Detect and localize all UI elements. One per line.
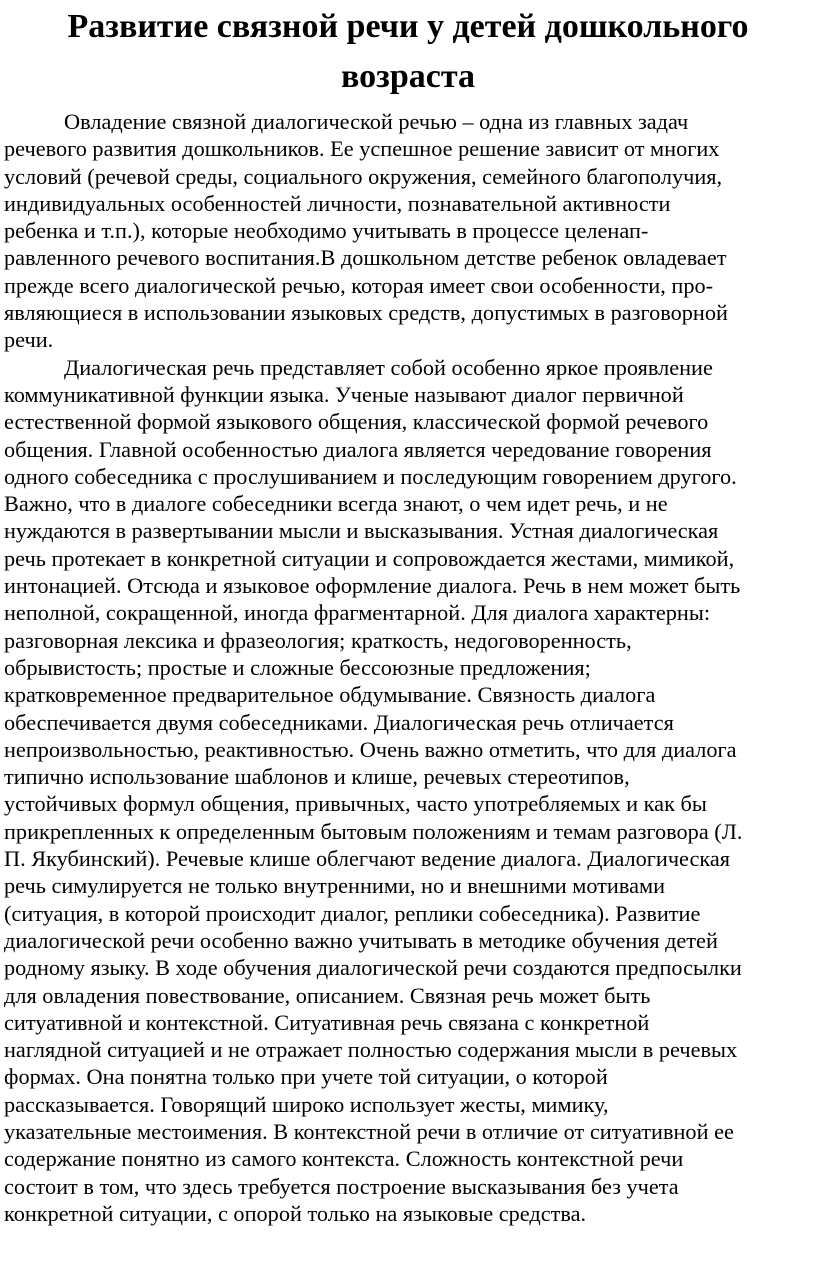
paragraph-line: кратковременное предварительное обдумывание. Связность диалога bbox=[4, 682, 656, 708]
paragraph-line: неполной, сокращенной, иногда фрагментарной. Для диалога характерны: bbox=[4, 600, 711, 626]
paragraph bbox=[4, 108, 816, 354]
paragraph-line: ребенка и т.п.), которые необходимо учитывать в процессе целенап- bbox=[4, 218, 649, 244]
paragraph-line: Овладение связной диалогической речью – одна из главных задач bbox=[64, 109, 689, 134]
paragraph-line: естественной формой языкового общения, классической формой речевого bbox=[4, 409, 709, 435]
title-line: возраста bbox=[341, 58, 475, 95]
paragraph-line: формах. Она понятна только при учете той ситуации, о которой bbox=[4, 1064, 608, 1090]
paragraph-line: рассказывается. Говорящий широко использует жесты, мимику, bbox=[4, 1091, 609, 1117]
paragraph-line: общения. Главной особенностью диалога является чередование говорения bbox=[4, 436, 712, 462]
paragraph-line: обрывистость; простые и сложные бессоюзные предложения; bbox=[4, 654, 591, 680]
title-line: Развитие связной речи у детей дошкольного bbox=[67, 8, 749, 45]
paragraph-line: наглядной ситуацией и не отражает полностью содержания мысли в речевых bbox=[4, 1037, 738, 1063]
paragraph-line: для овладения повествование, описанием. Связная речь может быть bbox=[4, 982, 651, 1008]
paragraph-line: (ситуация, в которой происходит диалог, реплики собеседника). Развитие bbox=[4, 900, 701, 926]
paragraph-line: речь протекает в конкретной ситуации и сопровождается жестами, мимикой, bbox=[4, 545, 735, 571]
paragraph-line: типично использование шаблонов и клише, речевых стереотипов, bbox=[4, 764, 630, 790]
paragraph-line: коммуникативной функции языка. Ученые называют диалог первичной bbox=[4, 381, 684, 407]
paragraph-line: разговорная лексика и фразеология; краткость, недоговоренность, bbox=[4, 627, 632, 653]
paragraph-line: ситуативной и контекстной. Ситуативная речь связана с конкретной bbox=[4, 1009, 650, 1035]
paragraph-line: интонацией. Отсюда и языковое оформление диалога. Речь в нем может быть bbox=[4, 573, 741, 599]
document-title bbox=[0, 2, 816, 102]
paragraph-line: прикрепленных к определенным бытовым положениям и темам разговора (Л. bbox=[4, 818, 743, 844]
paragraph-line: речевого развития дошкольников. Ее успешное решение зависит от многих bbox=[4, 136, 720, 162]
paragraph-line: Диалогическая речь представляет собой особенно яркое проявление bbox=[64, 354, 713, 380]
paragraph-line: содержание понятно из самого контекста. Сложность контекстной речи bbox=[4, 1146, 684, 1172]
paragraph bbox=[4, 354, 816, 1228]
paragraph-line: одного собеседника с прослушиванием и последующим говорением другого. bbox=[4, 463, 737, 489]
paragraph-line: Важно, что в диалоге собеседники всегда знают, о чем идет речь, и не bbox=[4, 491, 668, 517]
document-body bbox=[4, 108, 816, 1227]
paragraph-line: равленного речевого воспитания.В дошкольном детстве ребенок овладевает bbox=[4, 245, 727, 271]
paragraph-line: непроизвольностью, реактивностью. Очень важно отметить, что для диалога bbox=[4, 736, 737, 762]
paragraph-line: прежде всего диалогической речью, которая имеет свои особенности, про- bbox=[4, 272, 714, 298]
paragraph-line: речь симулируется не только внутренними, но и внешними мотивами bbox=[4, 873, 666, 899]
paragraph-line: диалогической речи особенно важно учитывать в методике обучения детей bbox=[4, 927, 718, 953]
paragraph-line: состоит в том, что здесь требуется построение высказывания без учета bbox=[4, 1173, 679, 1199]
paragraph-list bbox=[4, 108, 816, 1227]
paragraph-line: родному языку. В ходе обучения диалогической речи создаются предпосылки bbox=[4, 955, 742, 981]
paragraph-line: речи. bbox=[4, 327, 54, 353]
paragraph-line: П. Якубинский). Речевые клише облегчают ведение диалога. Диалогическая bbox=[4, 846, 731, 872]
paragraph-line: являющиеся в использовании языковых средств, допустимых в разговорной bbox=[4, 300, 728, 326]
paragraph-line: нуждаются в развертывании мысли и высказывания. Устная диалогическая bbox=[4, 518, 719, 544]
paragraph-line: указательные местоимения. В контекстной речи в отличие от ситуативной ее bbox=[4, 1118, 734, 1144]
paragraph-line: индивидуальных особенностей личности, познавательной активности bbox=[4, 190, 671, 216]
paragraph-line: конкретной ситуации, с опорой только на языковые средства. bbox=[4, 1200, 587, 1226]
paragraph-line: устойчивых формул общения, привычных, часто употребляемых и как бы bbox=[4, 791, 707, 817]
paragraph-line: условий (речевой среды, социального окружения, семейного благополучия, bbox=[4, 163, 723, 189]
paragraph-line: обеспечивается двумя собеседниками. Диалогическая речь отличается bbox=[4, 709, 674, 735]
